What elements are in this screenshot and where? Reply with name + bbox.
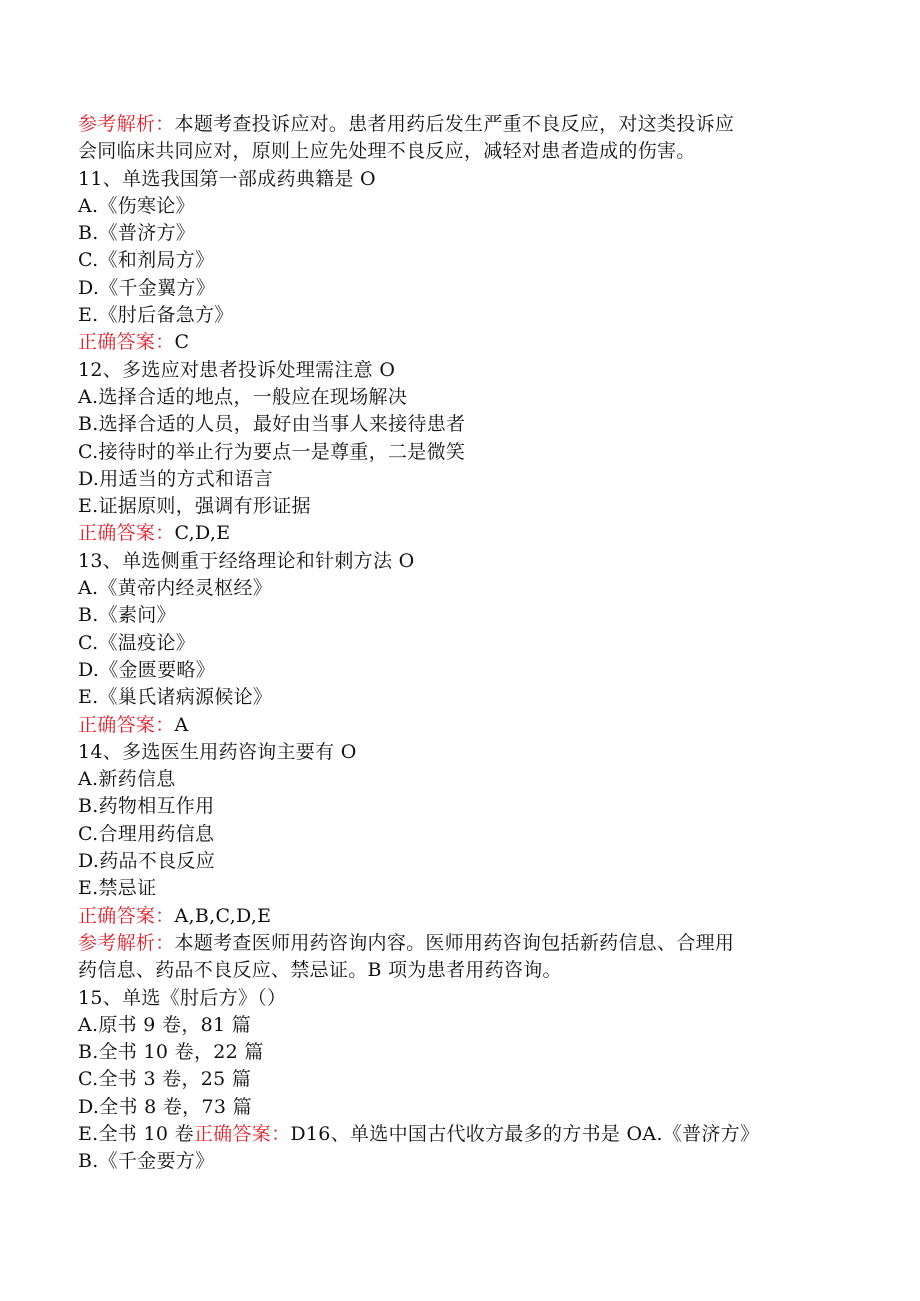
option-item: A.《伤寒论》: [78, 194, 195, 217]
option-item: B.《千金要方》: [78, 1150, 215, 1173]
answer-value: A,B,C,D,E: [174, 904, 272, 927]
option-item: E.全书 10 卷: [78, 1122, 194, 1145]
question-title: 14、多选医生用药咨询主要有 O: [78, 740, 357, 763]
answer-value: C: [174, 331, 190, 354]
option-item: E.《巢氏诸病源候论》: [78, 686, 273, 709]
analysis-line: [78, 138, 838, 165]
option-item: A.原书 9 卷，81 篇: [78, 1013, 252, 1036]
option-item: C.合理用药信息: [78, 822, 215, 845]
analysis-label: 参考解析：: [78, 113, 175, 135]
analysis-text: 本题考查医师用药咨询内容。医师用药咨询包括新药信息、合理用: [174, 931, 735, 954]
answer-line: [78, 712, 838, 739]
analysis-text: 药信息、药品不良反应、禁忌证。B 项为患者用药咨询。: [78, 959, 562, 982]
option-item: B.选择合适的人员，最好由当事人来接待患者: [78, 413, 466, 436]
option-item: D.药品不良反应: [78, 850, 215, 873]
analysis-line: [78, 111, 838, 138]
answer-value: D16、单选中国古代收方最多的方书是 OA.《普济方》: [290, 1122, 760, 1145]
question-title: 12、多选应对患者投诉处理需注意 O: [78, 358, 396, 381]
option-item: A.《黄帝内经灵枢经》: [78, 577, 273, 600]
option-item: C.接待时的举止行为要点一是尊重，二是微笑: [78, 440, 466, 463]
option-item: C.全书 3 卷，25 篇: [78, 1068, 252, 1091]
answer-label: 正确答案：: [193, 1122, 291, 1145]
document-content: [78, 111, 838, 1176]
answer-value: A: [174, 713, 189, 736]
option-item: E.《肘后备急方》: [78, 304, 234, 327]
option-item: E.禁忌证: [78, 877, 157, 900]
option-item: A.新药信息: [78, 768, 176, 791]
answer-label: 正确答案：: [78, 904, 175, 927]
option-item: E.证据原则，强调有形证据: [78, 495, 311, 518]
option-item: B.《素问》: [78, 604, 176, 627]
analysis-label: 参考解析：: [78, 931, 175, 954]
option-item: A.选择合适的地点，一般应在现场解决: [78, 385, 408, 408]
option-item: D.用适当的方式和语言: [78, 467, 273, 490]
option-item: D.《千金翼方》: [78, 276, 215, 299]
answer-line: [78, 903, 838, 930]
analysis-text: 会同临床共同应对，原则上应先处理不良反应，减轻对患者造成的伤害。: [78, 140, 696, 163]
option-item: B.药物相互作用: [78, 795, 215, 818]
question-title: 13、单选侧重于经络理论和针刺方法 O: [78, 549, 415, 572]
analysis-line: [78, 957, 838, 984]
analysis-line: [78, 930, 838, 957]
answer-label: 正确答案：: [78, 713, 175, 736]
option-item: C.《温疫论》: [78, 631, 196, 654]
question-title: 15、单选《肘后方》（）: [78, 986, 287, 1009]
question-title: 11、单选我国第一部成药典籍是 O: [78, 167, 376, 190]
option-item: C.《和剂局方》: [78, 249, 215, 272]
option-item: B.全书 10 卷，22 篇: [78, 1041, 264, 1064]
option-item: D.全书 8 卷，73 篇: [78, 1095, 252, 1118]
merged-line: [78, 1121, 838, 1148]
option-item: B.《普济方》: [78, 222, 196, 245]
answer-line: [78, 520, 838, 547]
answer-line: [78, 329, 838, 356]
answer-label: 正确答案：: [78, 331, 175, 354]
analysis-text: 本题考查投诉应对。患者用药后发生严重不良反应，对这类投诉应: [174, 113, 735, 135]
answer-value: C,D,E: [174, 522, 231, 545]
option-item: D.《金匮要略》: [78, 658, 215, 681]
answer-label: 正确答案：: [78, 522, 175, 545]
